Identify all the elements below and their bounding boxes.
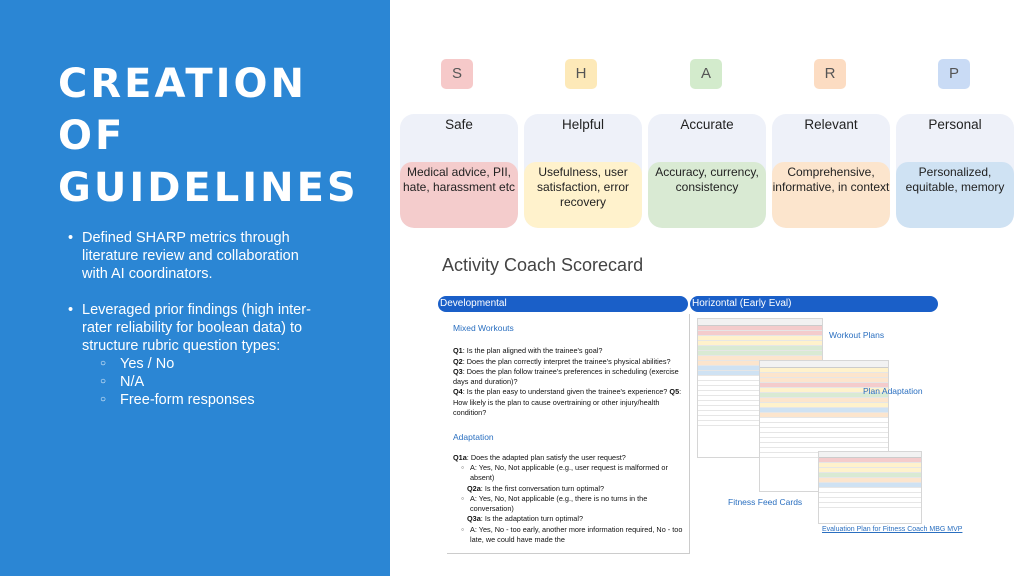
q-text: : Does the plan follow trainee's preferences in scheduling (exercise days and duration)? (453, 366, 679, 387)
metric-letter-r: R (814, 59, 846, 89)
q-label: Q3a (467, 514, 481, 524)
left-panel (0, 0, 390, 576)
sub-bullet-list (82, 355, 328, 409)
sub-bullet-item: ○ N/A (82, 373, 328, 391)
bullet-item (68, 229, 328, 283)
answer-item: ○ A: Yes, No - too early, another more information required, No - too late, we could have made the (461, 525, 689, 546)
q-label: Q1 (453, 346, 463, 356)
metric-letter-a: A (690, 59, 722, 89)
pill-developmental: Developmental (438, 296, 688, 312)
metric-letter-p: P (938, 59, 970, 89)
answer-list (461, 494, 689, 515)
metric-name-safe: Safe (445, 117, 473, 132)
q-text: : Is the plan easy to understand given the trainee's experience? (462, 387, 670, 397)
metric-name-helpful: Helpful (561, 117, 605, 132)
q-text: : Is the adaptation turn optimal? (480, 514, 584, 524)
q-text: : Does the adapted plan satisfy the user request? (466, 452, 626, 462)
metric-desc: Comprehensive, informative, in context (772, 162, 890, 228)
metric-letter-h: H (565, 59, 597, 89)
q-text: : Does the plan correctly interpret the trainee's physical abilities? (462, 356, 671, 366)
q-label: Q2a (467, 483, 481, 493)
q-label: Q3 (453, 366, 463, 376)
developmental-document (447, 314, 690, 554)
question-block (453, 346, 685, 418)
bullet-item (68, 301, 328, 409)
q-text: : Is the first conversation turn optimal? (480, 483, 605, 493)
title-line-3: GUIDELINES (58, 165, 359, 211)
question-block (467, 514, 685, 524)
metric-name-relevant: Relevant (804, 117, 858, 132)
q-label: Q1a (453, 452, 467, 462)
metric-desc: Usefulness, user satisfaction, error recovery (524, 162, 642, 228)
bullet-text: Defined SHARP metrics through literature review and collaboration with AI coordinators. (82, 230, 299, 282)
section-mixed-workouts: Mixed Workouts (453, 323, 514, 333)
sub-bullet-item: ○ Yes / No (82, 355, 328, 373)
section-adaptation: Adaptation (453, 432, 494, 443)
fitness-feed-label: Fitness Feed Cards (728, 497, 803, 507)
q-label: Q5 (669, 387, 680, 397)
metric-desc: Accuracy, currency, consistency (648, 162, 766, 228)
metric-name-personal: Personal (928, 117, 982, 132)
question-block (467, 484, 685, 494)
pill-horizontal: Horizontal (Early Eval) (690, 296, 938, 312)
scorecard-title: Activity Coach Scorecard (442, 255, 644, 275)
title-line-2: OF (58, 113, 126, 159)
evaluation-plan-link[interactable]: Evaluation Plan for Fitness Coach MBG MVP (822, 526, 963, 533)
q-label: Q2 (453, 356, 463, 366)
metric-letter-s: S (441, 59, 473, 89)
fitness-feed-thumbnail[interactable] (818, 451, 922, 524)
plan-adaptation-label: Plan Adaptation (863, 386, 923, 396)
title-line-1: CREATION (58, 61, 307, 107)
metric-desc: Medical advice, PII, hate, harassment etc (400, 162, 518, 228)
sub-bullet-item: ○ Free-form responses (82, 391, 328, 409)
q-label: Q4 (453, 387, 463, 397)
metric-desc: Personalized, equitable, memory (896, 162, 1014, 228)
answer-item: ○ A: Yes, No, Not applicable (e.g., there is no turns in the conversation) (461, 494, 689, 515)
answer-list (461, 525, 689, 546)
bullet-text: Leveraged prior findings (high inter-rater reliability for boolean data) to structure rubric question types: (82, 302, 311, 354)
slide-title (58, 58, 378, 214)
answer-list (461, 463, 689, 484)
q-text: : Is the plan aligned with the trainee's goal? (462, 346, 603, 356)
q-text: : How likely is the plan to cause overtraining or other injury/health condition? (453, 387, 682, 418)
bullet-list (68, 229, 328, 427)
workout-plans-label: Workout Plans (829, 330, 885, 340)
question-block (453, 453, 685, 463)
metric-name-accurate: Accurate (680, 117, 734, 132)
answer-item: ○ A: Yes, No, Not applicable (e.g., user request is malformed or absent) (461, 463, 689, 484)
